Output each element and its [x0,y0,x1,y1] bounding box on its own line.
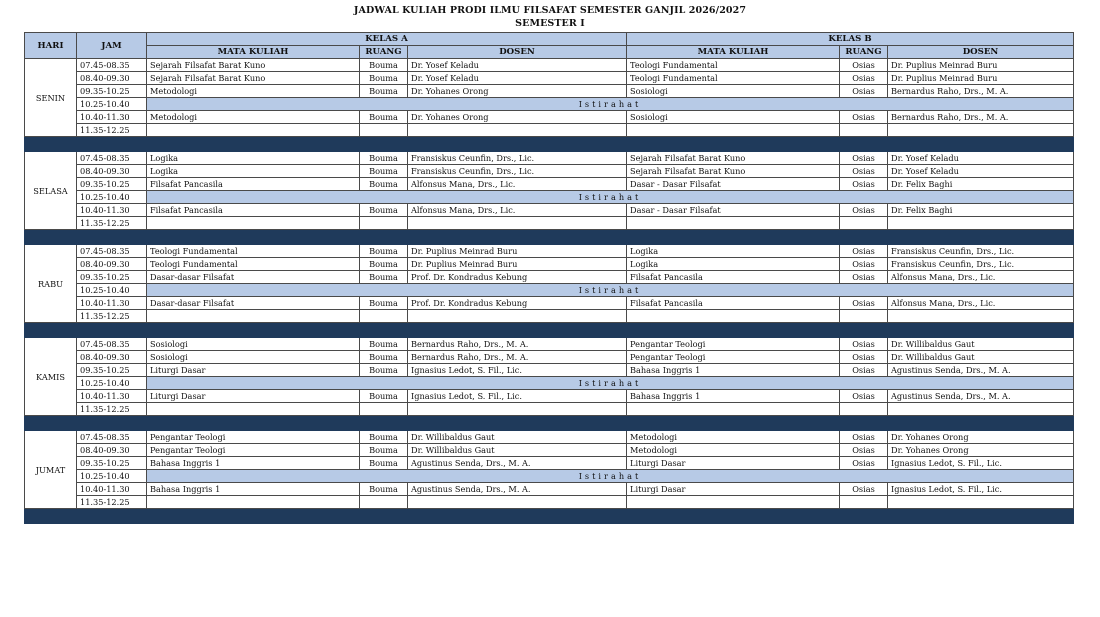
class-b-course-cell: Sosiologi [627,111,840,124]
class-a-room-cell: Bouma [360,258,408,271]
class-a-lecturer-cell: Dr. Yosef Keladu [408,72,627,85]
class-a-lecturer-cell [408,310,627,323]
class-b-lecturer-cell: Dr. Willibaldus Gaut [888,351,1074,364]
day-separator-bar [25,230,1074,245]
time-cell: 08.40-09.30 [77,72,147,85]
time-cell: 07.45-08.35 [77,431,147,444]
class-b-lecturer-cell: Ignasius Ledot, S. Fil., Lic. [888,457,1074,470]
header-b-dosen: DOSEN [888,46,1074,59]
class-a-lecturer-cell: Alfonsus Mana, Drs., Lic. [408,204,627,217]
time-cell: 09.35-10.25 [77,457,147,470]
class-a-room-cell: Bouma [360,297,408,310]
class-b-lecturer-cell: Dr. Yohanes Orong [888,431,1074,444]
time-cell: 09.35-10.25 [77,178,147,191]
class-b-lecturer-cell: Dr. Yohanes Orong [888,444,1074,457]
class-b-course-cell [627,403,840,416]
class-a-course-cell: Dasar-dasar Filsafat [147,271,360,284]
class-a-lecturer-cell: Ignasius Ledot, S. Fil., Lic. [408,390,627,403]
time-cell: 10.40-11.30 [77,297,147,310]
table-row [25,377,1074,390]
time-cell: 10.40-11.30 [77,483,147,496]
class-b-course-cell [627,217,840,230]
time-cell: 11.35-12.25 [77,217,147,230]
class-b-lecturer-cell: Dr. Puplius Meinrad Buru [888,72,1074,85]
time-cell: 11.35-12.25 [77,403,147,416]
class-b-room-cell: Osias [840,165,888,178]
class-b-course-cell: Dasar - Dasar Filsafat [627,178,840,191]
class-b-course-cell: Liturgi Dasar [627,483,840,496]
class-b-course-cell: Filsafat Pancasila [627,297,840,310]
day-cell: RABU [25,245,77,323]
class-b-lecturer-cell: Alfonsus Mana, Drs., Lic. [888,297,1074,310]
table-body [25,59,1074,524]
class-b-lecturer-cell: Alfonsus Mana, Drs., Lic. [888,271,1074,284]
class-b-lecturer-cell: Dr. Yosef Keladu [888,165,1074,178]
class-b-lecturer-cell: Dr. Puplius Meinrad Buru [888,59,1074,72]
class-a-lecturer-cell: Agustinus Senda, Drs., M. A. [408,457,627,470]
class-b-room-cell [840,496,888,509]
class-a-course-cell: Filsafat Pancasila [147,178,360,191]
class-a-lecturer-cell: Fransiskus Ceunfin, Drs., Lic. [408,165,627,178]
table-row [25,217,1074,230]
class-a-room-cell [360,310,408,323]
class-b-room-cell: Osias [840,364,888,377]
class-b-lecturer-cell: Fransiskus Ceunfin, Drs., Lic. [888,245,1074,258]
time-cell: 07.45-08.35 [77,245,147,258]
class-b-room-cell: Osias [840,72,888,85]
header-a-mata-kuliah: MATA KULIAH [147,46,360,59]
class-a-lecturer-cell: Prof. Dr. Kondradus Kebung [408,271,627,284]
class-a-room-cell: Bouma [360,271,408,284]
class-a-course-cell [147,124,360,137]
class-b-room-cell: Osias [840,431,888,444]
class-b-lecturer-cell: Agustinus Senda, Drs., M. A. [888,364,1074,377]
class-b-lecturer-cell: Bernardus Raho, Drs., M. A. [888,85,1074,98]
class-b-room-cell: Osias [840,258,888,271]
table-row [25,444,1074,457]
day-separator [25,509,1074,524]
class-a-room-cell: Bouma [360,444,408,457]
table-row [25,204,1074,217]
table-row [25,297,1074,310]
header-b-ruang: RUANG [840,46,888,59]
class-b-lecturer-cell [888,403,1074,416]
class-a-room-cell [360,124,408,137]
class-a-lecturer-cell: Bernardus Raho, Drs., M. A. [408,351,627,364]
class-b-course-cell [627,496,840,509]
class-a-course-cell: Teologi Fundamental [147,245,360,258]
table-row [25,483,1074,496]
table-row [25,178,1074,191]
class-a-room-cell: Bouma [360,245,408,258]
time-cell: 11.35-12.25 [77,124,147,137]
break-cell: Istirahat [147,377,1074,390]
class-b-course-cell [627,124,840,137]
schedule-table [24,32,1074,524]
class-a-lecturer-cell: Alfonsus Mana, Drs., Lic. [408,178,627,191]
class-a-course-cell: Sosiologi [147,338,360,351]
class-a-course-cell: Sejarah Filsafat Barat Kuno [147,59,360,72]
class-a-room-cell: Bouma [360,390,408,403]
class-a-course-cell [147,217,360,230]
class-b-room-cell: Osias [840,59,888,72]
class-b-lecturer-cell: Dr. Yosef Keladu [888,152,1074,165]
class-b-course-cell [627,310,840,323]
time-cell: 11.35-12.25 [77,496,147,509]
table-row [25,431,1074,444]
class-b-course-cell: Logika [627,245,840,258]
class-a-room-cell: Bouma [360,351,408,364]
class-b-course-cell: Logika [627,258,840,271]
page-title: JADWAL KULIAH PRODI ILMU FILSAFAT SEMESTER GANJIL 2026/2027 [353,5,747,16]
class-b-room-cell [840,124,888,137]
class-b-lecturer-cell: Ignasius Ledot, S. Fil., Lic. [888,483,1074,496]
class-b-lecturer-cell [888,124,1074,137]
time-cell: 08.40-09.30 [77,351,147,364]
class-b-room-cell: Osias [840,483,888,496]
class-a-course-cell: Pengantar Teologi [147,444,360,457]
class-a-course-cell: Metodologi [147,111,360,124]
class-a-course-cell: Bahasa Inggris 1 [147,457,360,470]
page-subtitle: SEMESTER I [515,18,585,29]
table-header [25,33,1074,59]
time-cell: 10.40-11.30 [77,390,147,403]
day-separator [25,230,1074,245]
table-row [25,457,1074,470]
table-row [25,72,1074,85]
class-a-room-cell [360,496,408,509]
day-separator [25,137,1074,152]
class-a-lecturer-cell [408,496,627,509]
class-a-lecturer-cell: Ignasius Ledot, S. Fil., Lic. [408,364,627,377]
day-separator-bar [25,137,1074,152]
class-b-course-cell: Bahasa Inggris 1 [627,364,840,377]
table-row [25,152,1074,165]
class-a-room-cell: Bouma [360,72,408,85]
class-a-lecturer-cell: Prof. Dr. Kondradus Kebung [408,297,627,310]
class-a-room-cell [360,217,408,230]
table-row [25,351,1074,364]
table-row [25,496,1074,509]
class-a-course-cell: Filsafat Pancasila [147,204,360,217]
class-b-course-cell: Filsafat Pancasila [627,271,840,284]
day-separator-bar [25,416,1074,431]
class-b-room-cell: Osias [840,271,888,284]
class-a-room-cell: Bouma [360,457,408,470]
table-row [25,284,1074,297]
class-a-lecturer-cell: Dr. Puplius Meinrad Buru [408,245,627,258]
class-b-course-cell: Metodologi [627,444,840,457]
class-a-lecturer-cell: Dr. Yosef Keladu [408,59,627,72]
class-a-room-cell: Bouma [360,431,408,444]
page-header [0,4,1100,30]
header-jam: JAM [77,33,147,59]
class-b-course-cell: Dasar - Dasar Filsafat [627,204,840,217]
header-kelas-b: KELAS B [627,33,1074,46]
class-a-lecturer-cell [408,124,627,137]
time-cell: 08.40-09.30 [77,444,147,457]
time-cell: 10.25-10.40 [77,98,147,111]
time-cell: 07.45-08.35 [77,59,147,72]
header-hari: HARI [25,33,77,59]
time-cell: 07.45-08.35 [77,338,147,351]
time-cell: 10.25-10.40 [77,470,147,483]
class-a-course-cell [147,310,360,323]
break-cell: Istirahat [147,284,1074,297]
class-a-room-cell: Bouma [360,364,408,377]
class-b-room-cell: Osias [840,85,888,98]
class-b-course-cell: Liturgi Dasar [627,457,840,470]
class-b-room-cell: Osias [840,178,888,191]
class-a-lecturer-cell: Dr. Willibaldus Gaut [408,444,627,457]
class-a-room-cell: Bouma [360,165,408,178]
class-b-course-cell: Metodologi [627,431,840,444]
class-a-course-cell: Bahasa Inggris 1 [147,483,360,496]
class-a-course-cell: Logika [147,152,360,165]
class-b-room-cell: Osias [840,111,888,124]
time-cell: 09.35-10.25 [77,85,147,98]
table-row [25,85,1074,98]
class-b-course-cell: Pengantar Teologi [627,338,840,351]
time-cell: 07.45-08.35 [77,152,147,165]
day-cell: KAMIS [25,338,77,416]
time-cell: 11.35-12.25 [77,310,147,323]
header-kelas-a: KELAS A [147,33,627,46]
header-a-dosen: DOSEN [408,46,627,59]
class-b-course-cell: Pengantar Teologi [627,351,840,364]
time-cell: 09.35-10.25 [77,364,147,377]
table-row [25,111,1074,124]
class-a-course-cell: Liturgi Dasar [147,364,360,377]
time-cell: 10.25-10.40 [77,191,147,204]
class-a-lecturer-cell: Fransiskus Ceunfin, Drs., Lic. [408,152,627,165]
table-row [25,191,1074,204]
class-b-room-cell: Osias [840,152,888,165]
break-cell: Istirahat [147,98,1074,111]
table-row [25,165,1074,178]
class-b-room-cell: Osias [840,444,888,457]
class-b-course-cell: Sejarah Filsafat Barat Kuno [627,165,840,178]
class-a-room-cell: Bouma [360,152,408,165]
class-a-course-cell: Liturgi Dasar [147,390,360,403]
class-a-lecturer-cell [408,403,627,416]
class-b-lecturer-cell: Dr. Felix Baghi [888,204,1074,217]
table-row [25,338,1074,351]
table-row [25,470,1074,483]
class-a-lecturer-cell [408,217,627,230]
table-row [25,390,1074,403]
class-a-course-cell [147,496,360,509]
class-a-lecturer-cell: Dr. Willibaldus Gaut [408,431,627,444]
class-a-room-cell: Bouma [360,59,408,72]
time-cell: 10.25-10.40 [77,284,147,297]
table-row [25,245,1074,258]
class-b-lecturer-cell: Fransiskus Ceunfin, Drs., Lic. [888,258,1074,271]
day-cell: SELASA [25,152,77,230]
header-b-mata-kuliah: MATA KULIAH [627,46,840,59]
class-b-course-cell: Sejarah Filsafat Barat Kuno [627,152,840,165]
table-row [25,403,1074,416]
class-b-lecturer-cell: Dr. Felix Baghi [888,178,1074,191]
break-cell: Istirahat [147,191,1074,204]
break-cell: Istirahat [147,470,1074,483]
header-a-ruang: RUANG [360,46,408,59]
class-b-room-cell: Osias [840,390,888,403]
class-b-room-cell: Osias [840,204,888,217]
table-row [25,258,1074,271]
class-a-course-cell: Sejarah Filsafat Barat Kuno [147,72,360,85]
day-separator-bar [25,323,1074,338]
class-a-room-cell: Bouma [360,338,408,351]
time-cell: 09.35-10.25 [77,271,147,284]
table-row [25,271,1074,284]
class-b-room-cell [840,403,888,416]
time-cell: 10.40-11.30 [77,111,147,124]
class-b-room-cell [840,310,888,323]
time-cell: 10.25-10.40 [77,377,147,390]
class-a-lecturer-cell: Dr. Yohanes Orong [408,111,627,124]
class-b-room-cell [840,217,888,230]
class-b-course-cell: Teologi Fundamental [627,59,840,72]
class-a-course-cell: Metodologi [147,85,360,98]
time-cell: 08.40-09.30 [77,258,147,271]
class-b-course-cell: Sosiologi [627,85,840,98]
class-b-lecturer-cell [888,310,1074,323]
class-a-course-cell: Logika [147,165,360,178]
class-a-course-cell: Dasar-dasar Filsafat [147,297,360,310]
class-b-room-cell: Osias [840,245,888,258]
class-b-room-cell: Osias [840,351,888,364]
table-row [25,364,1074,377]
class-a-course-cell: Sosiologi [147,351,360,364]
class-a-room-cell [360,403,408,416]
day-cell: JUMAT [25,431,77,509]
table-row [25,124,1074,137]
class-b-room-cell: Osias [840,457,888,470]
class-a-room-cell: Bouma [360,85,408,98]
time-cell: 08.40-09.30 [77,165,147,178]
class-a-lecturer-cell: Agustinus Senda, Drs., M. A. [408,483,627,496]
class-a-room-cell: Bouma [360,204,408,217]
class-a-course-cell: Pengantar Teologi [147,431,360,444]
class-b-lecturer-cell: Bernardus Raho, Drs., M. A. [888,111,1074,124]
class-a-room-cell: Bouma [360,483,408,496]
table-row [25,59,1074,72]
class-b-course-cell: Bahasa Inggris 1 [627,390,840,403]
class-b-course-cell: Teologi Fundamental [627,72,840,85]
class-b-lecturer-cell: Agustinus Senda, Drs., M. A. [888,390,1074,403]
time-cell: 10.40-11.30 [77,204,147,217]
class-b-lecturer-cell: Dr. Willibaldus Gaut [888,338,1074,351]
class-a-lecturer-cell: Dr. Puplius Meinrad Buru [408,258,627,271]
class-a-room-cell: Bouma [360,111,408,124]
class-a-lecturer-cell: Bernardus Raho, Drs., M. A. [408,338,627,351]
class-a-lecturer-cell: Dr. Yohanes Orong [408,85,627,98]
class-b-room-cell: Osias [840,338,888,351]
class-a-course-cell [147,403,360,416]
class-b-lecturer-cell [888,217,1074,230]
table-row [25,98,1074,111]
class-b-lecturer-cell [888,496,1074,509]
day-cell: SENIN [25,59,77,137]
class-a-course-cell: Teologi Fundamental [147,258,360,271]
class-b-room-cell: Osias [840,297,888,310]
day-separator-bar [25,509,1074,524]
table-row [25,310,1074,323]
class-a-room-cell: Bouma [360,178,408,191]
day-separator [25,416,1074,431]
day-separator [25,323,1074,338]
